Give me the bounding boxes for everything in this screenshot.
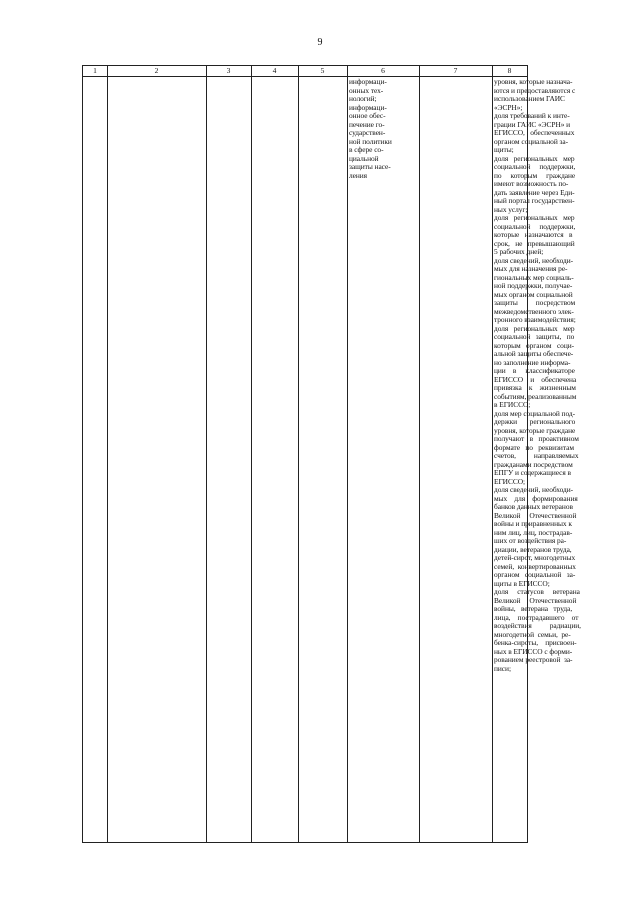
cell-text-line: печение го- — [349, 119, 385, 129]
cell-text-line: имеют возможность по- — [494, 179, 569, 188]
cell-text-line: бенка-сироты, присвоен- — [494, 638, 577, 647]
cell-text-line: альной защиты обеспече- — [494, 349, 574, 358]
cell-text-line: ются и предоставляются с — [494, 85, 576, 95]
cell-text-line: получают в проактивном — [494, 434, 579, 443]
page-number: 9 — [317, 37, 323, 48]
cell-text-line: доля региональных мер — [494, 213, 575, 222]
column-divider — [107, 66, 108, 842]
cell-text-line: лица, пострадавшего от — [494, 612, 579, 622]
table-header-row — [83, 66, 527, 77]
cell-text-line: социальной защиты, по — [494, 332, 575, 341]
column-header-2: 2 — [154, 66, 159, 75]
column-header-8: 8 — [507, 66, 512, 75]
cell-text-line: формате по реквизитам — [494, 442, 574, 452]
cell-text-line: Великой Отечественной — [494, 510, 577, 520]
cell-text-line: в сфере со- — [349, 145, 384, 154]
cell-text-line: доля требований к инте- — [494, 111, 570, 120]
cell-text-line: ции в классификаторе — [494, 366, 575, 375]
column-6-cell — [349, 78, 411, 180]
cell-text-line: счетов, направляемых — [494, 451, 579, 460]
cell-text-line: использованием ГАИС — [494, 94, 565, 103]
cell-text-line: войны, ветерана труда, — [494, 604, 573, 613]
column-divider — [492, 66, 493, 842]
cell-text-line: защиты насе- — [349, 162, 391, 171]
column-header-7: 7 — [453, 66, 458, 75]
cell-text-line: войны и приравненных к — [494, 519, 572, 528]
cell-text-line: банков данных ветеранов — [494, 502, 573, 511]
cell-text-line: детей-сирот, многодетных — [494, 553, 576, 562]
cell-text-line: в ЕГИССО; — [494, 400, 531, 409]
cell-text-line: защиты посредством — [494, 298, 576, 307]
cell-text-line: событиям, реализованным — [494, 391, 577, 401]
data-table — [82, 65, 581, 843]
cell-text-line: онное обес- — [349, 111, 386, 120]
cell-text-line: онных тех- — [349, 85, 384, 95]
cell-text-line: привязка к жизненным — [494, 383, 576, 392]
cell-text-line: семей, конвертированных — [494, 561, 576, 571]
column-divider — [206, 66, 207, 842]
cell-text-line: доля региональных мер — [494, 323, 575, 333]
cell-text-line: межведомственного элек- — [494, 306, 574, 316]
column-8-cell — [494, 78, 609, 673]
column-header-5: 5 — [320, 66, 325, 75]
cell-text-line: нологий; — [349, 94, 377, 103]
cell-text-line: диации, ветеранов труда, — [494, 544, 572, 554]
cell-text-line: 5 рабочих дней; — [494, 247, 544, 256]
cell-text-line: органом социальной за- — [494, 136, 569, 146]
cell-text-line: ЕГИССО и обеспечена — [494, 374, 577, 384]
cell-text-line: доля мер социальной под- — [494, 408, 575, 418]
cell-text-line: рованием реестровой за- — [494, 655, 573, 664]
cell-text-line: держки регионального — [494, 417, 576, 426]
cell-text-line: ЕГИССО; — [494, 476, 526, 486]
cell-text-line: ный портал государствен- — [494, 196, 575, 205]
column-divider — [251, 66, 252, 842]
cell-text-line: циальной — [349, 153, 379, 163]
cell-text-line: ных услуг; — [494, 204, 528, 214]
cell-text-line: информаци- — [349, 77, 387, 86]
cell-text-line: гражданами посредством — [494, 459, 573, 469]
cell-text-line: многодетной семьи, ре- — [494, 629, 571, 639]
column-header-4: 4 — [272, 66, 277, 75]
cell-text-line: тронного взаимодействия; — [494, 315, 576, 324]
cell-text-line: щиты в ЕГИССО; — [494, 578, 550, 588]
cell-text-line: гиональных мер социаль- — [494, 272, 574, 282]
cell-text-line: ления — [349, 170, 368, 180]
column-header-1: 1 — [93, 66, 97, 75]
cell-text-line: ших от воздействия ра- — [494, 536, 567, 545]
cell-text-line: информаци- — [349, 102, 387, 112]
cell-text-line: грации ГАИС «ЭСРН» и — [494, 119, 571, 129]
column-divider — [419, 66, 420, 842]
cell-text-line: писи; — [494, 663, 511, 673]
cell-text-line: доля статусов ветерана — [494, 587, 580, 596]
cell-text-line: мых органом социальной — [494, 289, 573, 299]
cell-text-line: ных в ЕГИССО с форми- — [494, 646, 573, 656]
cell-text-line: уровня, которые назнача- — [494, 77, 573, 86]
cell-text-line: которым органом соци- — [494, 340, 575, 350]
cell-text-line: доля региональных мер — [494, 153, 575, 163]
cell-text-line: доля сведений, необходи- — [494, 255, 574, 265]
cell-text-line: ЕГИССО, обеспеченных — [494, 128, 575, 137]
cell-text-line: ной поддержки, получае- — [494, 281, 573, 290]
column-header-6: 6 — [381, 66, 385, 75]
cell-text-line: социальной поддержки, — [494, 162, 576, 171]
cell-text-line: ним лиц, лиц, пострадав- — [494, 527, 573, 537]
cell-text-line: срок, не превышающий — [494, 238, 575, 248]
cell-text-line: ной политики — [349, 136, 392, 146]
column-divider — [347, 66, 348, 842]
cell-text-line: которые назначаются в — [494, 230, 573, 239]
cell-text-line: органом социальной за- — [494, 570, 576, 579]
column-header-3: 3 — [226, 66, 231, 75]
cell-text-line: щиты; — [494, 145, 514, 154]
cell-text-line: ЕПГУ и содержащиеся в — [494, 468, 571, 477]
cell-text-line: доля сведений, необходи- — [494, 485, 574, 494]
cell-text-line: мых для назначения ре- — [494, 264, 568, 273]
cell-text-line: по которым граждане — [494, 170, 576, 180]
cell-text-line: воздействия радиации, — [494, 621, 581, 630]
cell-text-line: социальной поддержки, — [494, 221, 576, 231]
cell-text-line: Великой Отечественной — [494, 595, 577, 605]
column-divider — [298, 66, 299, 842]
cell-text-line: сударствен- — [349, 128, 386, 137]
cell-text-line: мых для формирования — [494, 493, 578, 503]
cell-text-line: «ЭСРН»; — [494, 102, 523, 112]
cell-text-line: уровня, которые граждане — [494, 425, 576, 435]
cell-text-line: но заполнение информа- — [494, 357, 571, 367]
cell-text-line: дать заявление через Еди- — [494, 187, 575, 197]
